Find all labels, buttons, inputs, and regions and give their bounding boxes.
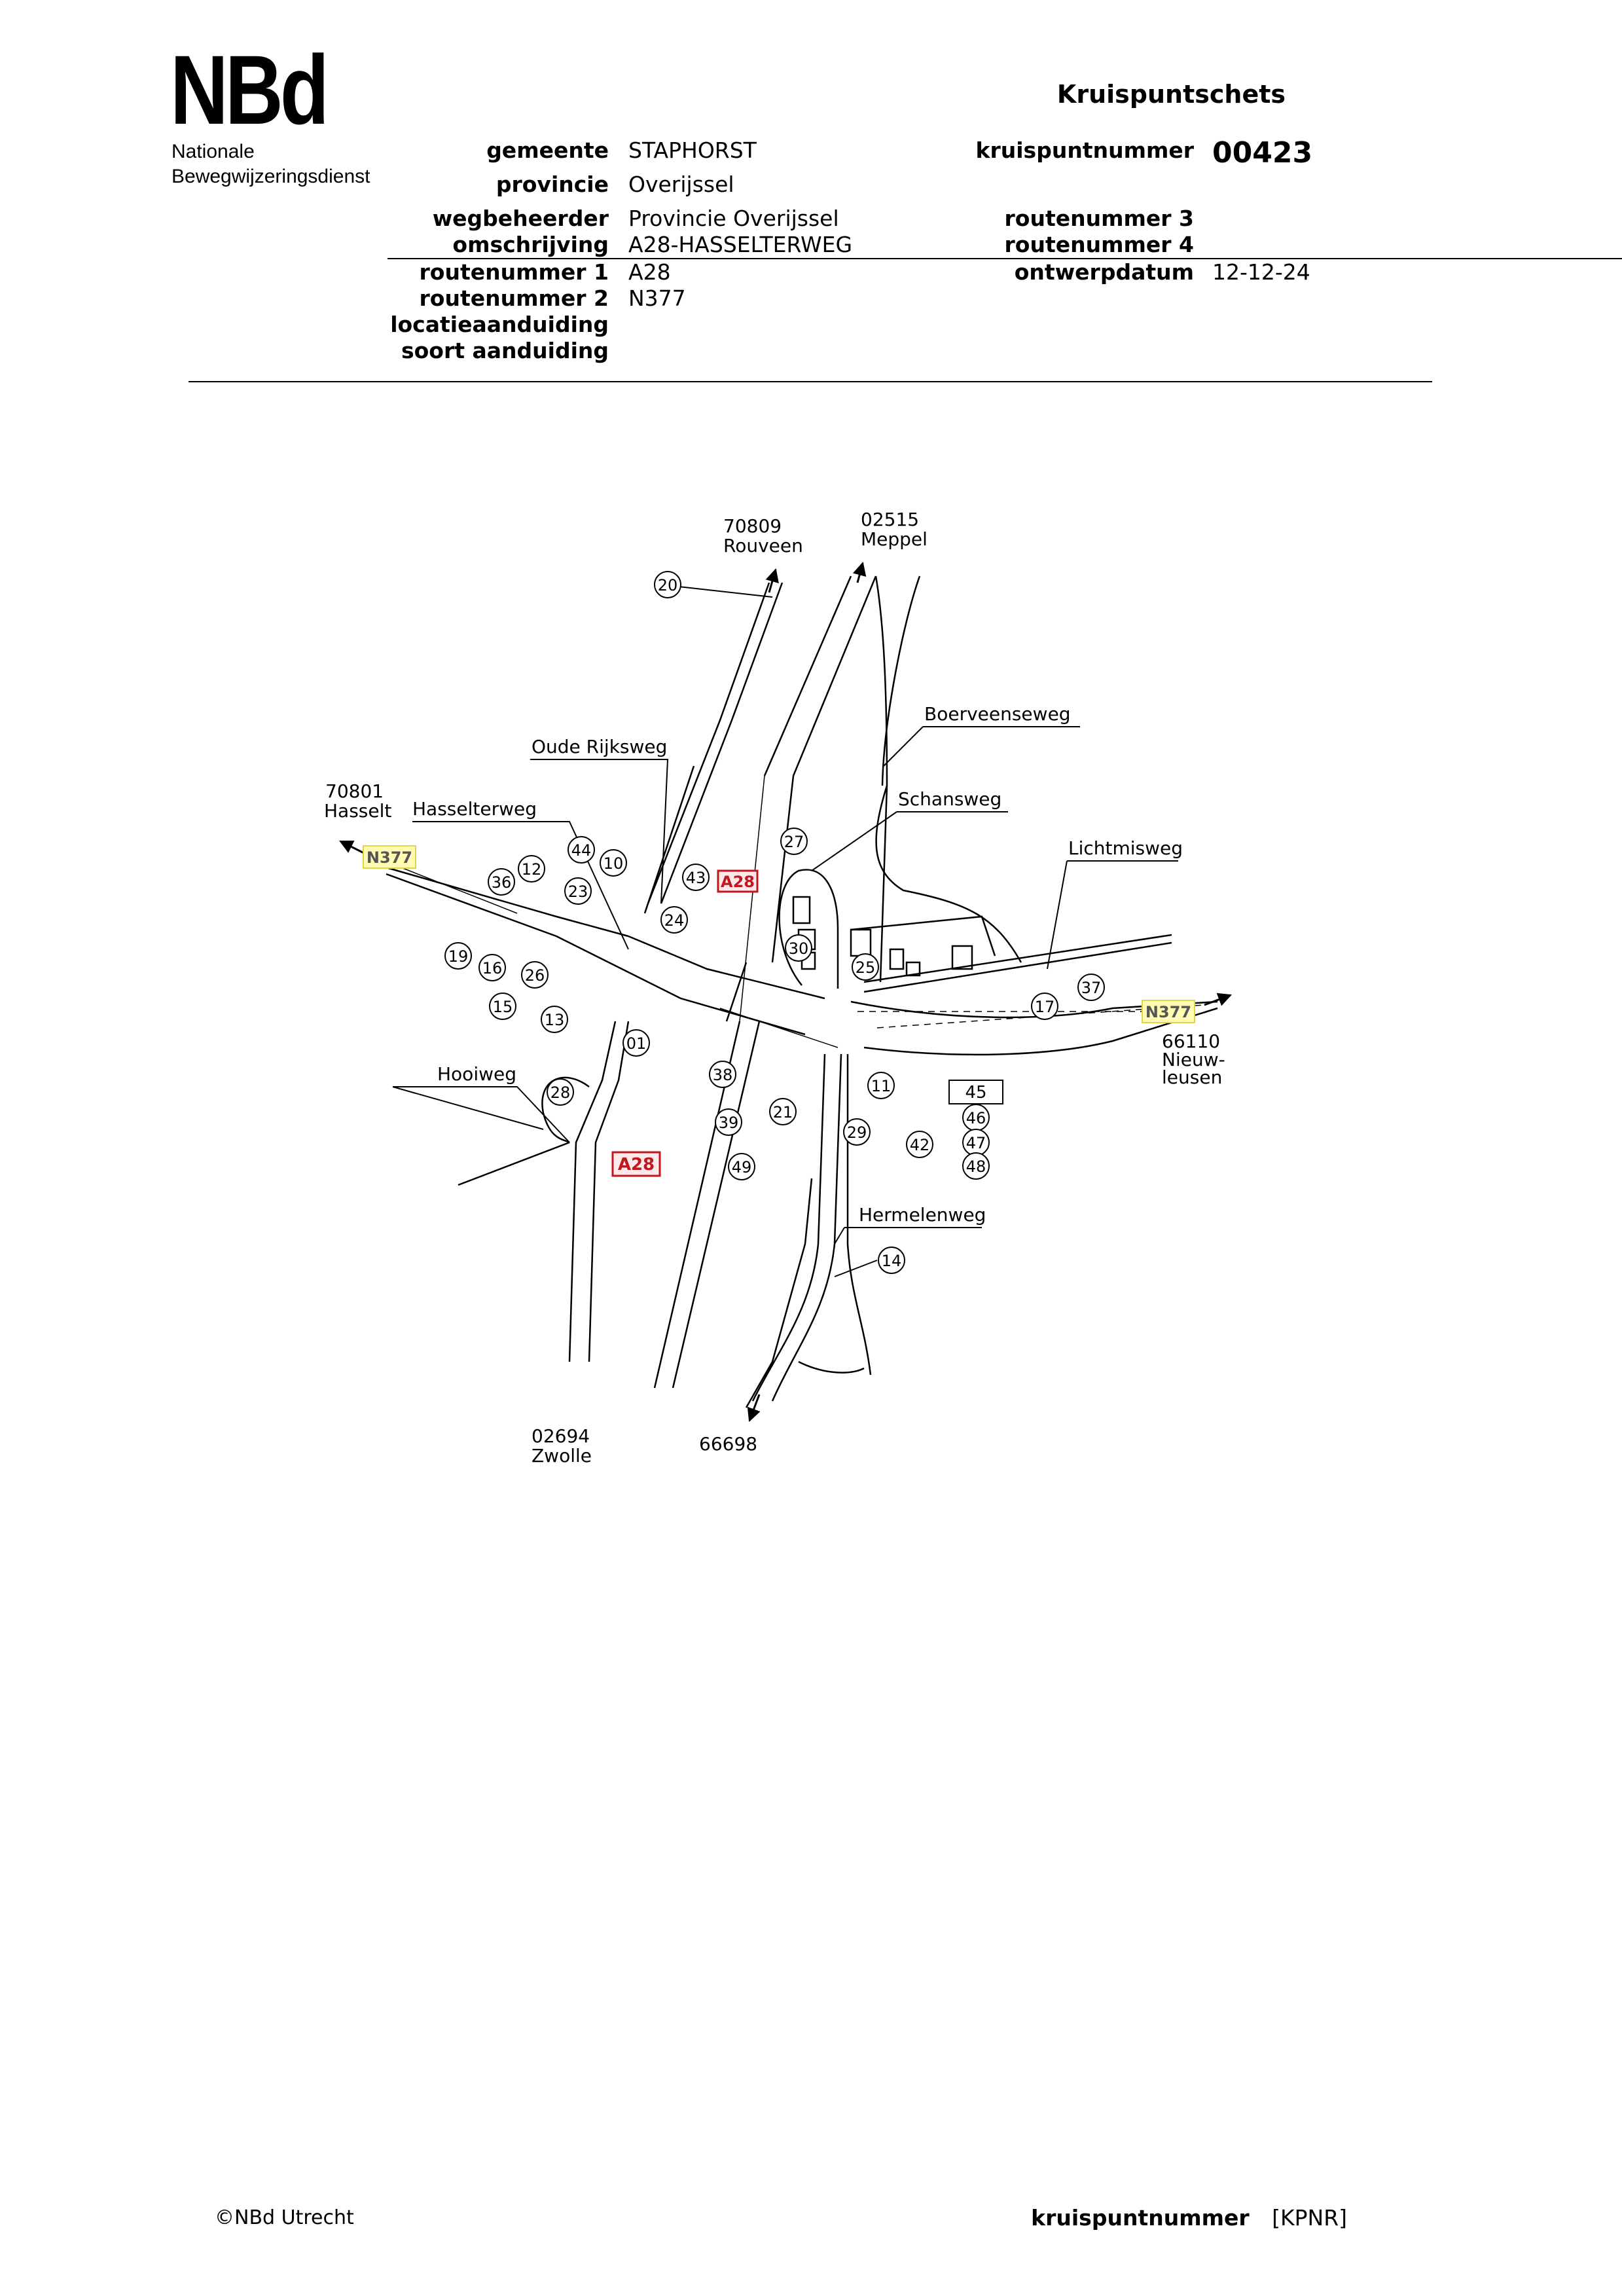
label-wegbeheerder: wegbeheerder	[432, 206, 609, 231]
svg-text:N377: N377	[1145, 1003, 1192, 1021]
sign-number-markers	[445, 572, 1104, 1273]
logo-subtitle-2: Bewegwijzeringsdienst	[171, 166, 370, 187]
dest-meppel-code: 02515	[861, 509, 920, 530]
dest-nieuwleusen-code: 66110	[1162, 1030, 1221, 1052]
document-title: Kruispuntschets	[1056, 80, 1286, 109]
sign-marker-12	[518, 856, 545, 882]
sign-marker-10	[600, 850, 626, 876]
sign-marker-46	[963, 1104, 989, 1131]
sign-marker-label: 38	[712, 1066, 733, 1084]
value-gemeente: STAPHORST	[628, 137, 757, 163]
sign-marker-label: 17	[1034, 998, 1055, 1016]
sign-marker-14	[878, 1247, 905, 1273]
shield-n377-right	[1142, 1000, 1195, 1023]
label-routenummer-1: routenummer 1	[419, 259, 609, 285]
sign-marker-label: 14	[881, 1252, 902, 1270]
sign-marker-28	[547, 1079, 573, 1105]
dest-zwolle-code: 02694	[532, 1425, 590, 1447]
sign-marker-label: 39	[718, 1114, 739, 1132]
sign-marker-24	[661, 907, 687, 933]
sign-marker-label: 24	[664, 911, 685, 930]
sign-marker-43	[683, 864, 709, 890]
value-kruispuntnummer: 00423	[1212, 136, 1313, 170]
nbd-logo: NBd	[170, 35, 327, 145]
sign-marker-label: 46	[965, 1109, 986, 1127]
sign-marker-label: 12	[521, 860, 542, 879]
value-routenummer-1: A28	[628, 259, 671, 285]
label-ontwerpdatum: ontwerpdatum	[1014, 259, 1194, 285]
sign-marker-label: 30	[788, 939, 809, 958]
sign-marker-label: 11	[871, 1077, 892, 1095]
footer-copyright: ©NBd Utrecht	[215, 2206, 354, 2229]
arrow-nieuwleusen	[1204, 995, 1231, 1005]
dest-hasselt-name: Hasselt	[324, 800, 392, 822]
road-label-oude-rijksweg: Oude Rijksweg	[532, 736, 668, 757]
sign-marker-21	[770, 1099, 796, 1125]
sign-marker-label: 15	[492, 998, 513, 1016]
footer-label: kruispuntnummer	[1031, 2205, 1250, 2231]
sign-marker-label: 25	[855, 958, 876, 977]
dest-nieuwleusen-name-2: leusen	[1162, 1066, 1223, 1088]
sign-marker-label: 37	[1081, 979, 1102, 997]
sign-marker-42	[907, 1131, 933, 1157]
sign-marker-30	[785, 935, 812, 961]
svg-text:N377: N377	[366, 848, 413, 867]
label-locatieaanduiding: locatieaanduiding	[390, 312, 609, 337]
sign-marker-label: 47	[965, 1134, 986, 1152]
road-label-hasselterweg: Hasselterweg	[412, 798, 537, 820]
sign-marker-16	[479, 955, 505, 981]
label-omschrijving: omschrijving	[452, 232, 609, 257]
road-label-hermelenweg: Hermelenweg	[859, 1204, 986, 1226]
value-wegbeheerder: Provincie Overijssel	[628, 206, 839, 231]
value-provincie: Overijssel	[628, 172, 734, 197]
footer-placeholder: [KPNR]	[1272, 2205, 1347, 2231]
arrow-meppel	[857, 563, 863, 583]
dest-south-code: 66698	[699, 1433, 758, 1455]
label-gemeente: gemeente	[486, 137, 609, 163]
dest-hasselt-code: 70801	[325, 780, 384, 802]
label-routenummer-4: routenummer 4	[1004, 232, 1194, 257]
sign-marker-label: 48	[965, 1157, 986, 1176]
sign-marker-label: 49	[731, 1158, 752, 1176]
sign-marker-label: 23	[568, 883, 588, 901]
sign-marker-36	[488, 869, 514, 895]
sign-marker-label: 19	[448, 947, 469, 966]
sign-marker-27	[781, 828, 807, 854]
leader-lines	[393, 586, 1178, 1277]
sign-marker-44	[568, 837, 594, 863]
sign-marker-26	[522, 962, 548, 988]
sign-marker-19	[445, 943, 471, 969]
logo-subtitle-1: Nationale	[171, 141, 255, 162]
label-routenummer-3: routenummer 3	[1004, 206, 1194, 231]
dest-meppel-name: Meppel	[861, 528, 928, 550]
value-ontwerpdatum: 12-12-24	[1212, 259, 1310, 285]
sign-marker-label: 20	[657, 576, 678, 594]
sign-marker-38	[710, 1061, 736, 1087]
shield-n377-left	[363, 846, 416, 868]
sign-marker-01	[623, 1030, 649, 1056]
sign-marker-47	[963, 1129, 989, 1156]
sign-marker-label: 27	[784, 833, 804, 851]
label-kruispuntnummer: kruispuntnummer	[975, 137, 1194, 163]
sign-marker-25	[852, 954, 878, 980]
shield-a28-bottom	[613, 1152, 660, 1176]
sign-marker-39	[715, 1109, 742, 1135]
sign-marker-label: 13	[544, 1011, 565, 1029]
sign-marker-label: 42	[909, 1136, 930, 1154]
sign-marker-label: 44	[571, 841, 592, 860]
sign-marker-37	[1078, 974, 1104, 1000]
sign-marker-label: 21	[772, 1103, 793, 1121]
sign-marker-label: 43	[685, 869, 706, 887]
road-label-boerveenseweg: Boerveenseweg	[924, 703, 1071, 725]
sign-marker-label: 26	[524, 966, 545, 985]
sign-marker-label: 16	[482, 959, 503, 977]
road-label-schansweg: Schansweg	[898, 788, 1002, 810]
sign-marker-13	[541, 1006, 568, 1032]
dest-zwolle-name: Zwolle	[532, 1445, 592, 1467]
route-shields	[363, 846, 1195, 1176]
sign-marker-label: 10	[603, 854, 624, 873]
sign-marker-23	[565, 878, 591, 904]
arrow-rouveen	[769, 570, 776, 592]
label-routenummer-2: routenummer 2	[419, 285, 609, 311]
sign-marker-label: 36	[491, 873, 512, 892]
svg-text:A28: A28	[721, 873, 755, 891]
sign-marker-label: 29	[846, 1123, 867, 1142]
value-routenummer-2: N377	[628, 285, 686, 311]
label-provincie: provincie	[496, 172, 609, 197]
shield-a28-top	[718, 871, 757, 892]
sign-marker-label: 01	[626, 1034, 647, 1053]
sign-marker-17	[1032, 993, 1058, 1019]
dest-nieuwleusen-name-1: Nieuw-	[1162, 1049, 1225, 1070]
dest-rouveen-code: 70809	[723, 515, 782, 537]
sign-marker-label: 28	[550, 1084, 571, 1102]
sign-marker-49	[729, 1154, 755, 1180]
sign-marker-20	[655, 572, 681, 598]
value-omschrijving: A28-HASSELTERWEG	[628, 232, 853, 257]
road-label-lichtmisweg: Lichtmisweg	[1068, 837, 1183, 859]
svg-text:A28: A28	[617, 1155, 655, 1175]
sign-marker-11	[868, 1072, 894, 1099]
label-soort-aanduiding: soort aanduiding	[401, 338, 609, 363]
sign-marker-15	[490, 993, 516, 1019]
dest-rouveen-name: Rouveen	[723, 535, 803, 556]
sign-marker-29	[844, 1119, 870, 1145]
sign-box-45	[949, 1080, 1003, 1104]
road-label-hooiweg: Hooiweg	[437, 1063, 516, 1085]
footer-kpnr	[1031, 2205, 1347, 2231]
svg-text:45: 45	[965, 1083, 987, 1102]
sign-marker-48	[963, 1153, 989, 1179]
